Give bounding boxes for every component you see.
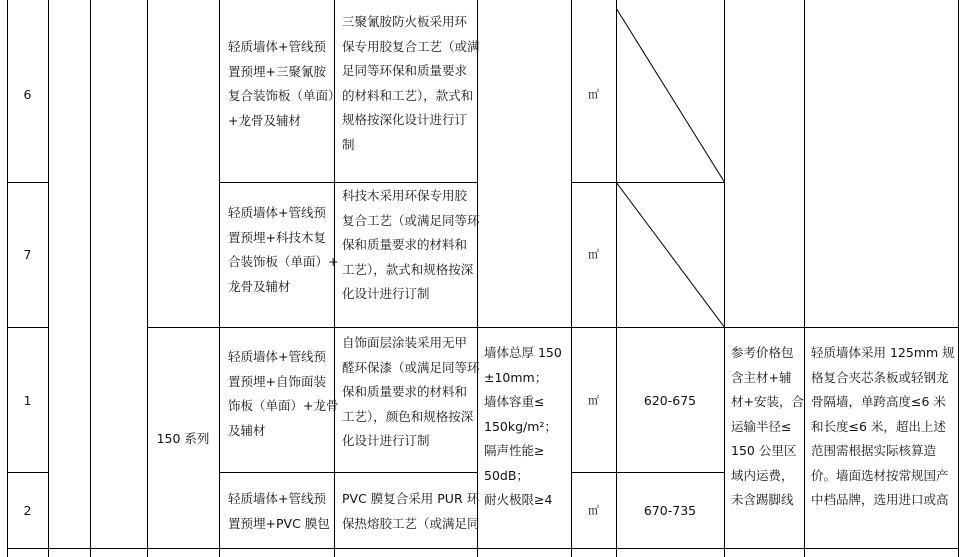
item-description: 科技木采用环保专用胶 复合工艺（或满足同等环 保和质量要求的材料和 工艺），款式和规格按深 化设计进行订制 (342, 188, 480, 301)
price-range: 620-675 (643, 393, 697, 408)
row-number: 2 (23, 503, 32, 518)
remark-text: 轻质墙体采用 125mm 规 格复合夹芯条板或轻钢龙 骨隔墙，单跨高度≤6 米 和长度≤6 米，超出上述 范围需根据实际核算造 价。墙面选材按常规国产 中档品牌，选用进口或高 (811, 345, 955, 507)
item-description: PVC 膜复合采用 PUR 环 保热熔胶工艺（或满足同 (342, 491, 480, 531)
price-range: 670-735 (643, 503, 697, 518)
item-name: 轻质墙体+管线预 置预埋+PVC 膜包 (228, 491, 330, 531)
grid-line (48, 0, 49, 557)
row-number: 6 (23, 87, 32, 102)
grid-line (7, 182, 48, 183)
item-name: 轻质墙体+管线预 置预埋+三聚氰胺 复合装饰板（单面） +龙骨及辅材 (228, 39, 341, 128)
unit: ㎡ (588, 394, 599, 407)
spec-text: 墙体总厚 150 ±10mm； 墙体容重≤ 150kg/m²； 隔声性能≥ 50dB； 耐火极限≥4 (484, 345, 562, 507)
grid-line (7, 327, 48, 328)
item-name: 轻质墙体+管线预 置预埋+科技木复 合装饰板（单面）+ 龙骨及辅材 (228, 205, 339, 294)
grid-line (7, 472, 48, 473)
grid-line (219, 472, 477, 473)
unit: ㎡ (588, 248, 599, 261)
grid-line (147, 327, 958, 328)
na-diagonal (616, 8, 725, 183)
item-name: 轻质墙体+管线预 置预埋+自饰面装 饰板（单面）+龙骨 及辅材 (228, 349, 339, 438)
unit: ㎡ (588, 504, 599, 517)
grid-line (147, 0, 148, 557)
grid-line (219, 182, 477, 183)
grid-line (804, 0, 805, 557)
grid-line (219, 0, 220, 557)
grid-line (90, 0, 91, 557)
grid-line (571, 472, 724, 473)
price-note: 参考价格包 含主材+辅 材+安装，合 运输半径≤ 150 公里区 域内运费， 未含踢脚线 (731, 345, 804, 507)
grid-line (7, 548, 959, 549)
item-description: 自饰面层涂装采用无甲 醛环保漆（或满足同等环 保和质量要求的材料和 工艺），颜色和规格按深 化设计进行订制 (342, 335, 480, 448)
unit: ㎡ (588, 88, 599, 101)
row-number: 7 (23, 247, 32, 262)
series-label: 150 系列 (156, 431, 210, 446)
row-number: 1 (23, 393, 32, 408)
item-description: 三聚氰胺防火板采用环 保专用胶复合工艺（或满 足同等环保和质量要求 的材料和工艺），款式和 规格按深化设计进行订 制 (342, 14, 480, 152)
na-diagonal (616, 182, 725, 328)
